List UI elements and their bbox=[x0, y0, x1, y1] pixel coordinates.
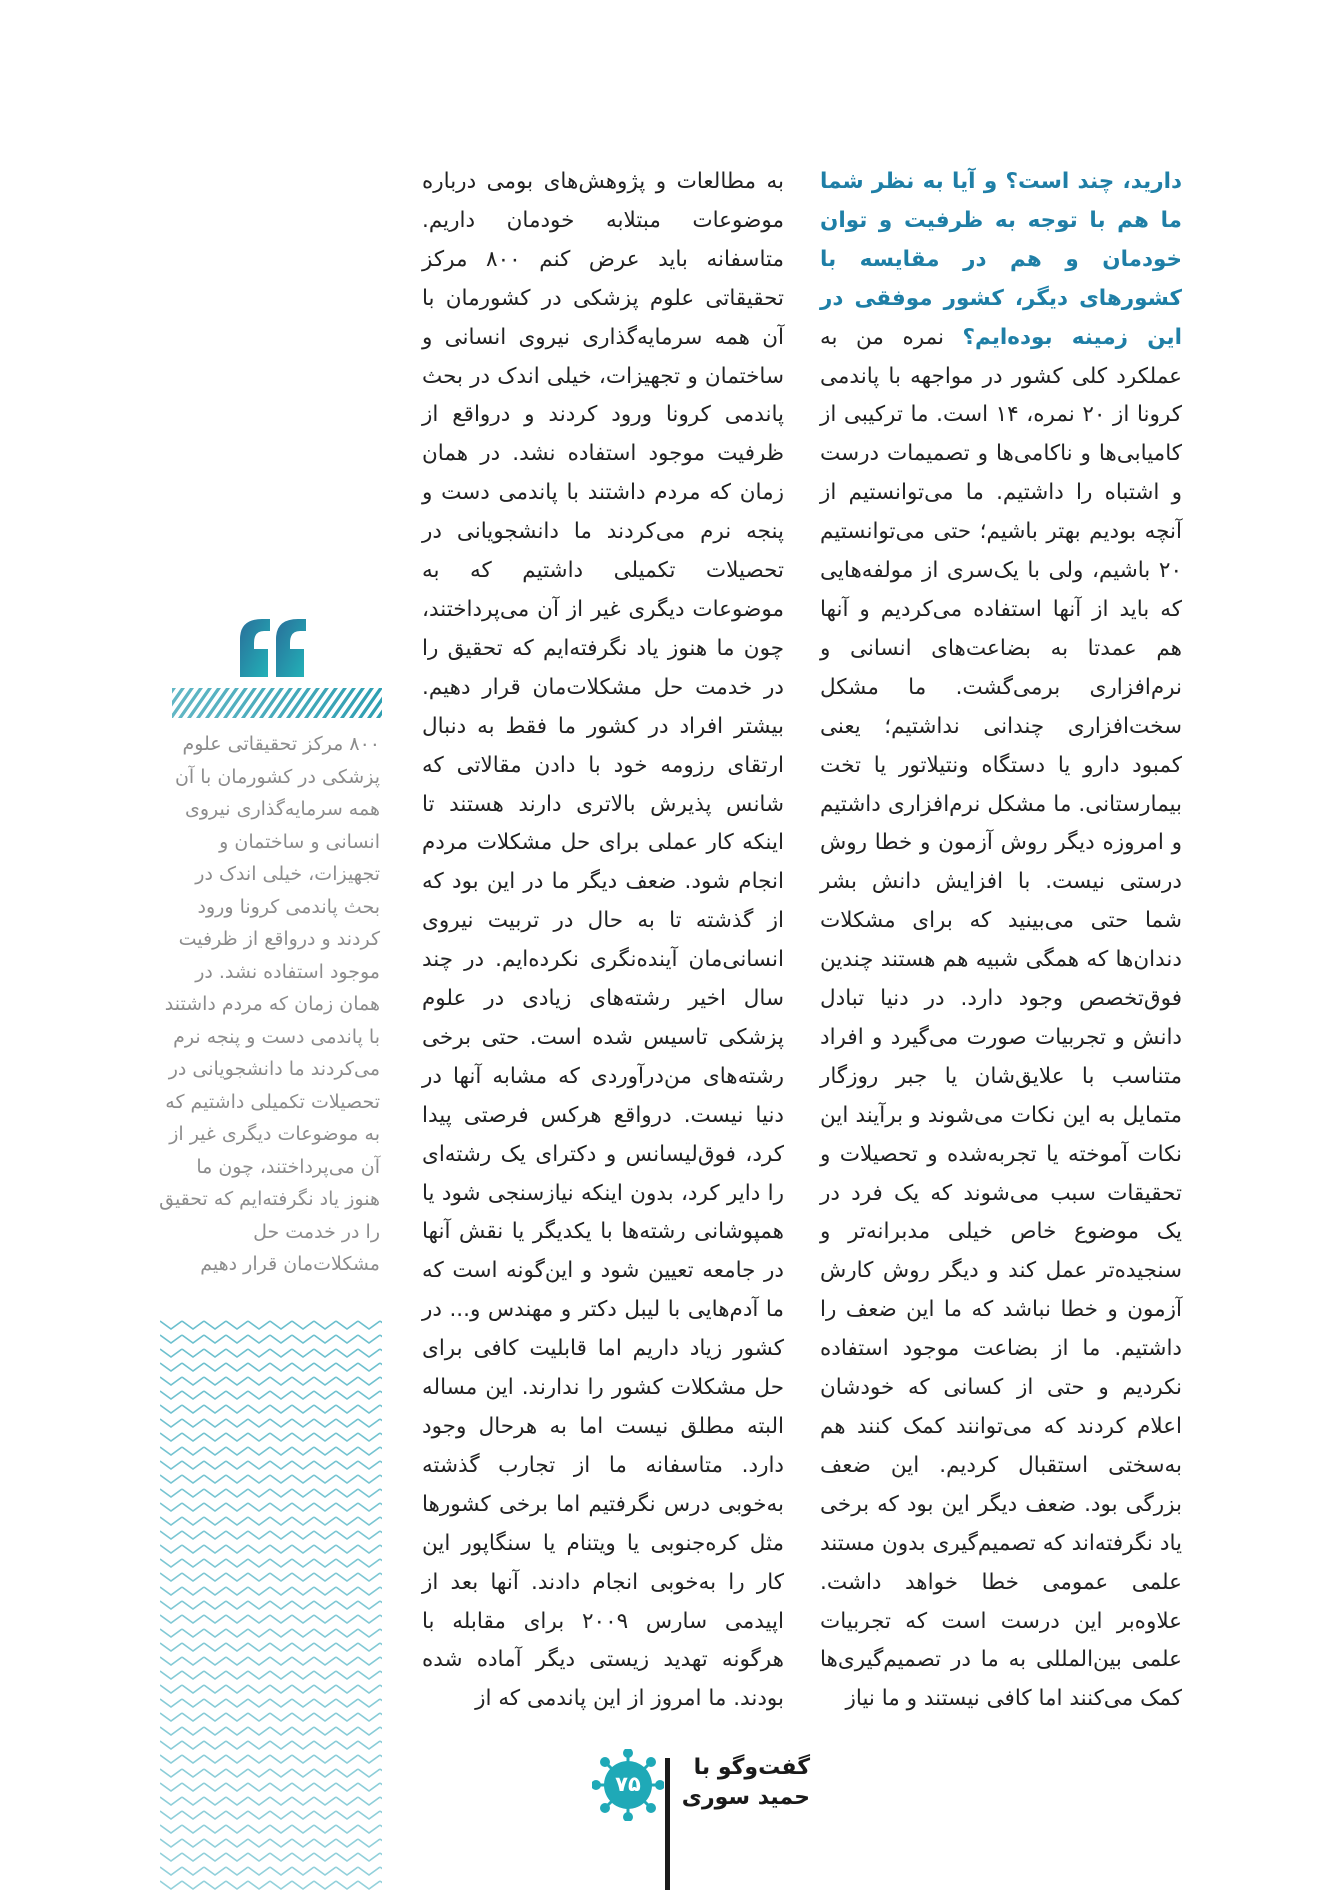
page-number: ۷۵ bbox=[615, 1772, 641, 1796]
quote-mark-icon bbox=[232, 617, 312, 677]
interview-question: دارید، چند است؟ و آیا به نظر شما ما هم با توجه به ظرفیت و توان خودمان و هم در مقایسه با کشورهای دیگر، کشور موفقی در این زمینه بوده‌ایم؟ bbox=[820, 169, 1182, 350]
interview-label-line1: گفت‌وگو با bbox=[693, 1755, 810, 1780]
footer-divider bbox=[665, 1758, 670, 1890]
interview-label bbox=[680, 1753, 810, 1813]
stripe-band bbox=[172, 688, 382, 718]
zigzag-pattern bbox=[160, 1318, 382, 1890]
interviewee-name: حمید سوری bbox=[681, 1785, 810, 1810]
answer-text-middle: به مطالعات و پژوهش‌های بومی درباره موضوعات مبتلابه خودمان داریم. متاسفانه باید عرض کنم ۸۰۰ مرکز تحقیقاتی علوم پزشکی در کشورمان با آن همه سرمایه‌گذاری نیروی انسانی و ساختمان و تجهیزات، خیلی اندک در بحث پاندمی کرونا ورود کردند و درواقع از ظرفیت موجود استفاده نشد. در همان زمان که مردم داشتند با پاندمی دست و پنجه نرم می‌کردند ما دانشجویانی در تحصیلات تکمیلی داشتیم که به موضوعات دیگری غیر از آن می‌پرداختند، چون ما هنوز یاد نگرفته‌ایم که تحقیق را در خدمت حل مشکلات‌مان قرار دهیم. بیشتر افراد در کشور ما فقط به دنبال ارتقای رزومه خود با دادن مقالاتی که شانس پذیرش بالاتری دارند هستند تا اینکه کار عملی برای حل مشکلات مردم انجام شود. ضعف دیگر ما در این بود که از گذشته تا به حال در تربیت نیروی انسانی‌مان آینده‌نگری نکرده‌ایم. در چند سال اخیر رشته‌های زیادی در علوم پزشکی تاسیس شده است. حتی برخی رشته‌های من‌درآوردی که مشابه آنها در دنیا نیست. درواقع هرکس فرصتی پیدا کرد، فوق‌لیسانس و دکترای یک رشته‌ای را دایر کرد، بدون اینکه نیازسنجی شود یا همپوشانی رشته‌ها با یکدیگر یا نقش آنها در جامعه تعیین شود و این‌گونه است که ما آدم‌هایی با لیبل دکتر و مهندس و... در کشور زیاد داریم اما قابلیت کافی برای حل مشکلات کشور را ندارند. این مساله البته مطلق نیست اما به هرحال وجود دارد. متاسفانه ما از تجارب گذشته به‌خوبی درس نگرفتیم اما برخی کشورها مثل کره‌جنوبی یا ویتنام یا سنگاپور این کار را به‌خوبی انجام دادند. آنها بعد از اپیدمی سارس ۲۰۰۹ برای مقابله با هرگونه تهدید زیستی دیگر آماده شده بودند. ما امروز از این پاندمی که از bbox=[422, 169, 785, 1712]
article-column-right bbox=[820, 163, 1182, 1719]
article-column-middle bbox=[422, 163, 784, 1719]
pull-quote: ۸۰۰ مرکز تحقیقاتی علوم پزشکی در کشورمان با آن همه سرمایه‌گذاری نیروی انسانی و ساختمان و تجهیزات، خیلی اندک در بحث پاندمی کرونا ورود کردند و درواقع از ظرفیت موجود استفاده نشد. در همان زمان که مردم داشتند با پاندمی دست و پنجه نرم می‌کردند ما دانشجویانی در تحصیلات تکمیلی داشتیم که به موضوعات دیگری غیر از آن می‌پرداختند، چون ما هنوز یاد نگرفته‌ایم که تحقیق را در خدمت حل مشکلات‌مان قرار دهیم bbox=[159, 733, 380, 1275]
answer-text-right: نمره من به عملکرد کلی کشور در مواجهه با پاندمی کرونا از ۲۰ نمره، ۱۴ است. ما ترکیبی از کامیابی‌ها و ناکامی‌ها و تصمیمات درست و اشتباه را داشتیم. ما می‌توانستیم از آنچه بودیم بهتر باشیم؛ حتی می‌توانستیم ۲۰ باشیم، ولی با یک‌سری از مولفه‌هایی که باید از آنها استفاده می‌کردیم و آنها هم عمدتا به بضاعت‌های انسانی و نرم‌افزاری برمی‌گشت. ما مشکل سخت‌افزاری چندانی نداشتیم؛ یعنی کمبود دارو یا دستگاه ونتیلاتور یا تخت بیمارستانی. ما مشکل نرم‌افزاری داشتیم و امروزه دیگر روش آزمون و خطا روش درستی نیست. با افزایش دانش بشر شما حتی می‌بینید که برای مشکلات دندان‌ها که همگی شبیه هم هستند چندین فوق‌تخصص وجود دارد. در دنیا تبادل دانش و تجربیات صورت می‌گیرد و افراد متناسب با علایق‌شان یا جبر روزگار متمایل به این نکات می‌شوند و برآیند این نکات آموخته یا تجربه‌شده و تحصیلات و تحقیقات سبب می‌شوند که یک فرد در یک موضوع خاص خیلی مدبرانه‌تر و سنجیده‌تر عمل کند و دیگر روش کارش آزمون و خطا نباشد که ما این ضعف را داشتیم. ما از بضاعت موجود استفاده نکردیم و حتی از کسانی که خودشان اعلام کردند که می‌توانند کمک کنند هم به‌سختی استقبال کردیم. این ضعف بزرگی بود. ضعف دیگر این بود که برخی یاد نگرفته‌اند که تصمیم‌گیری بدون مستند علمی عمومی خطا خواهد داشت. علاوه‌بر این درست است که تجربیات علمی بین‌المللی به ما در تصمیم‌گیری‌ها کمک می‌کنند اما کافی نیستند و ما نیاز bbox=[820, 324, 1182, 1712]
